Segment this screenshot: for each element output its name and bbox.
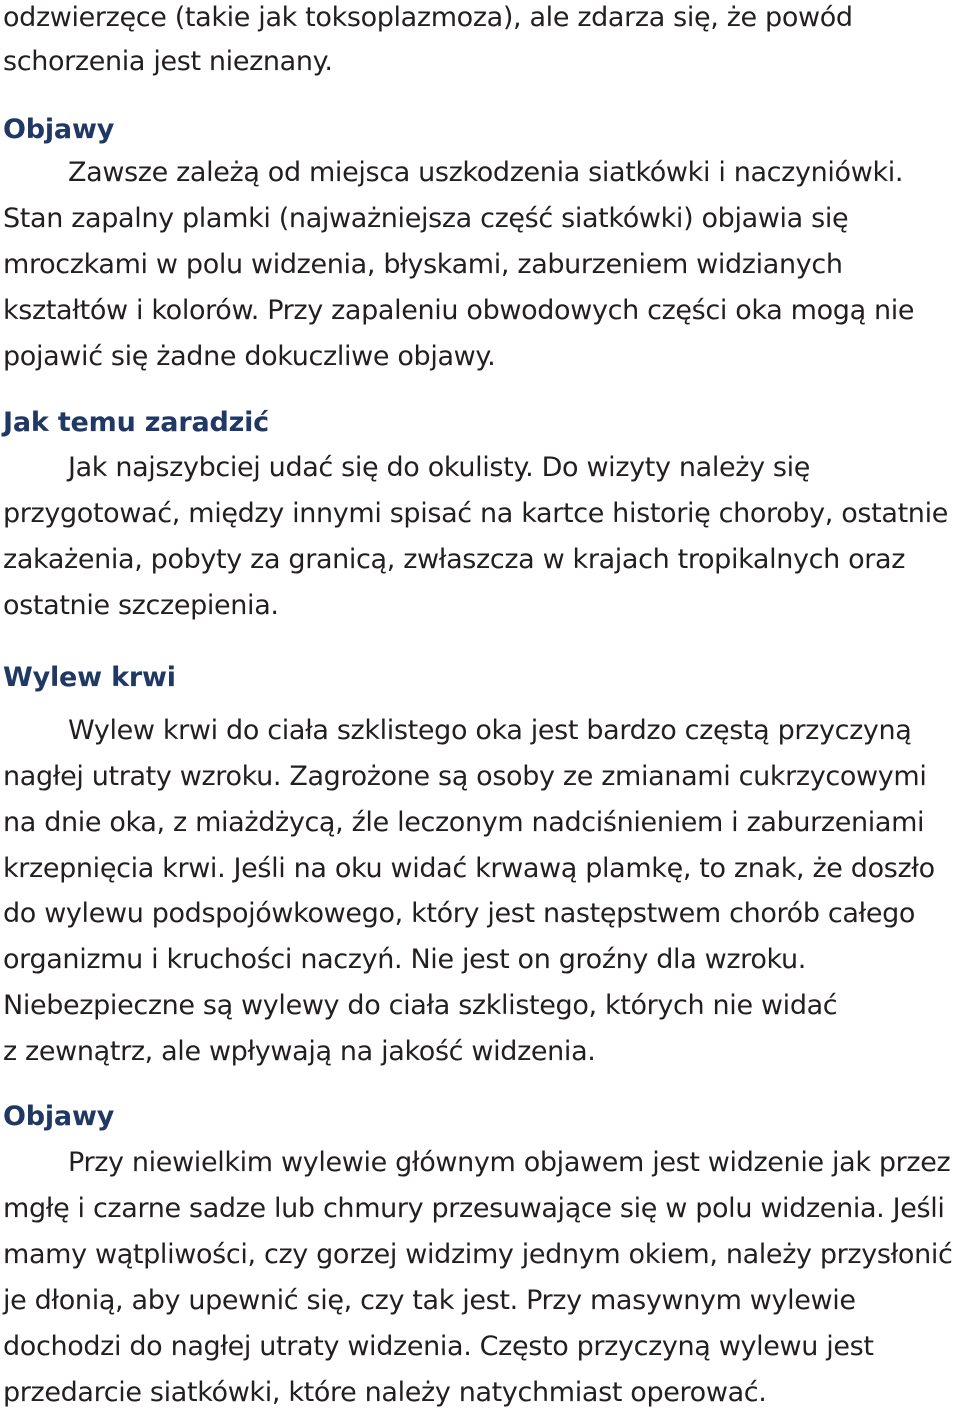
- paragraph-line: Stan zapalny plamki (najważniejsza część siatkówki) objawia się: [3, 203, 849, 234]
- paragraph-line: kształtów i kolorów. Przy zapaleniu obwodowych części oka mogą nie: [3, 295, 915, 326]
- paragraph-line: mgłę i czarne sadze lub chmury przesuwające się w polu widzenia. Jeśli: [3, 1193, 945, 1224]
- section-heading: Jak temu zaradzić: [3, 407, 269, 438]
- paragraph-line: mroczkami w polu widzenia, błyskami, zaburzeniem widzianych: [3, 249, 843, 280]
- paragraph-line: do wylewu podspojówkowego, który jest następstwem chorób całego: [3, 898, 916, 929]
- paragraph-line: organizmu i kruchości naczyń. Nie jest on groźny dla wzroku.: [3, 944, 806, 975]
- paragraph-line: Wylew krwi do ciała szklistego oka jest bardzo częstą przyczyną: [68, 715, 912, 746]
- paragraph-line: odzwierzęce (takie jak toksoplazmoza), ale zdarza się, że powód: [3, 2, 853, 33]
- paragraph-line: dochodzi do nagłej utraty widzenia. Często przyczyną wylewu jest: [3, 1331, 874, 1362]
- paragraph-line: schorzenia jest nieznany.: [3, 46, 333, 77]
- paragraph-line: Zawsze zależą od miejsca uszkodzenia siatkówki i naczyniówki.: [68, 157, 904, 188]
- paragraph-line: przedarcie siatkówki, które należy natychmiast operować.: [3, 1377, 767, 1408]
- section-heading: Wylew krwi: [3, 662, 176, 693]
- paragraph-line: ostatnie szczepienia.: [3, 590, 279, 621]
- paragraph-line: przygotować, między innymi spisać na kartce historię choroby, ostatnie: [3, 498, 948, 529]
- section-heading: Objawy: [3, 1101, 115, 1132]
- paragraph-line: na dnie oka, z miażdżycą, źle leczonym nadciśnieniem i zaburzeniami: [3, 807, 925, 838]
- section-heading: Objawy: [3, 114, 115, 145]
- paragraph-line: Jak najszybciej udać się do okulisty. Do wizyty należy się: [68, 452, 811, 483]
- paragraph-line: zakażenia, pobyty za granicą, zwłaszcza w krajach tropikalnych oraz: [3, 544, 906, 575]
- paragraph-line: je dłonią, aby upewnić się, czy tak jest. Przy masywnym wylewie: [3, 1285, 856, 1316]
- paragraph-line: pojawić się żadne dokuczliwe objawy.: [3, 341, 496, 372]
- paragraph-line: z zewnątrz, ale wpływają na jakość widzenia.: [3, 1036, 596, 1067]
- paragraph-line: Przy niewielkim wylewie głównym objawem jest widzenie jak przez: [68, 1147, 951, 1178]
- paragraph-line: mamy wątpliwości, czy gorzej widzimy jednym okiem, należy przysłonić: [3, 1239, 953, 1270]
- paragraph-line: nagłej utraty wzroku. Zagrożone są osoby ze zmianami cukrzycowymi: [3, 761, 927, 792]
- paragraph-line: Niebezpieczne są wylewy do ciała szklistego, których nie widać: [3, 990, 838, 1021]
- paragraph-line: krzepnięcia krwi. Jeśli na oku widać krwawą plamkę, to znak, że doszło: [3, 853, 935, 884]
